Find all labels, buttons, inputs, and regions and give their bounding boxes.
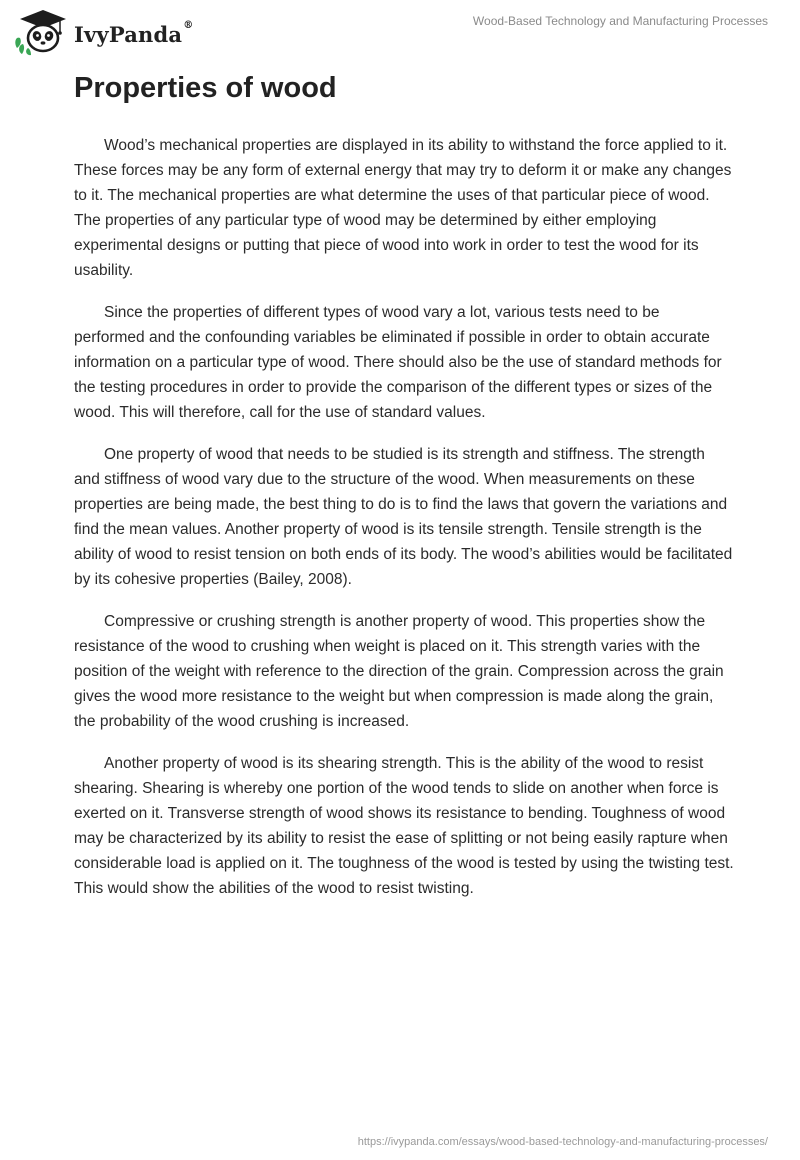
document-title: Wood-Based Technology and Manufacturing Processes [472, 14, 768, 28]
paragraph: Since the properties of different types of wood vary a lot, various tests need to be performed and the confounding variables be eliminated if possible in order to obtain accurate information on a particular type of wood. There should also be the use of standard methods for the testing procedures in order to provide the comparison of the different types or sizes of the wood. This will therefore, call for the use of standard values. [74, 304, 722, 421]
page-header [0, 0, 800, 60]
paragraph: One property of wood that needs to be studied is its strength and stiffness. The strength and stiffness of wood vary due to the structure of the wood. When measurements on these properties are being made, the best thing to do is to find the laws that govern the variations and find the mean values. Another property of wood is its tensile strength. Tensile strength is the ability of wood to resist tension on both ends of its body. The wood’s abilities would be facilitated by its cohesive properties (Bailey, 2008). [74, 446, 733, 588]
article-body [74, 133, 734, 918]
paragraph: Compressive or crushing strength is another property of wood. This properties show the resistance of the wood to crushing when weight is placed on it. This strength varies with the position of the weight with reference to the direction of the grain. Compression across the grain gives the wood more resistance to the weight but when compression is made along the grain, the probability of the wood crushing is increased. [74, 613, 724, 730]
source-url: https://ivypanda.com/essays/wood-based-technology-and-manufacturing-processes/ [357, 1136, 768, 1148]
brand-name: IvyPanda® [74, 19, 194, 47]
paragraph: Another property of wood is its shearing strength. This is the ability of the wood to resist shearing. Shearing is whereby one portion of the wood tends to slide on another when force is exerted on it. Transverse strength of wood shows its resistance to bending. Toughness of wood may be characterized by its ability to resist the ease of splitting or not being easily rapture when considerable load is applied on it. The toughness of the wood is tested by using the twisting test. This would show the abilities of the wood to resist twisting. [74, 755, 734, 897]
ivypanda-logo[interactable] [14, 8, 193, 56]
page-title: Properties of wood [74, 72, 337, 104]
paragraph: Wood’s mechanical properties are displayed in its ability to withstand the force applied to it. These forces may be any form of external energy that may try to deform it or make any changes to it. The mechanical properties are what determine the uses of that particular piece of wood. The properties of any particular type of wood may be determined by either employing experimental designs or putting that piece of wood into work in order to test the wood for its usability. [74, 137, 732, 279]
panda-graduation-cap-icon [14, 8, 72, 56]
